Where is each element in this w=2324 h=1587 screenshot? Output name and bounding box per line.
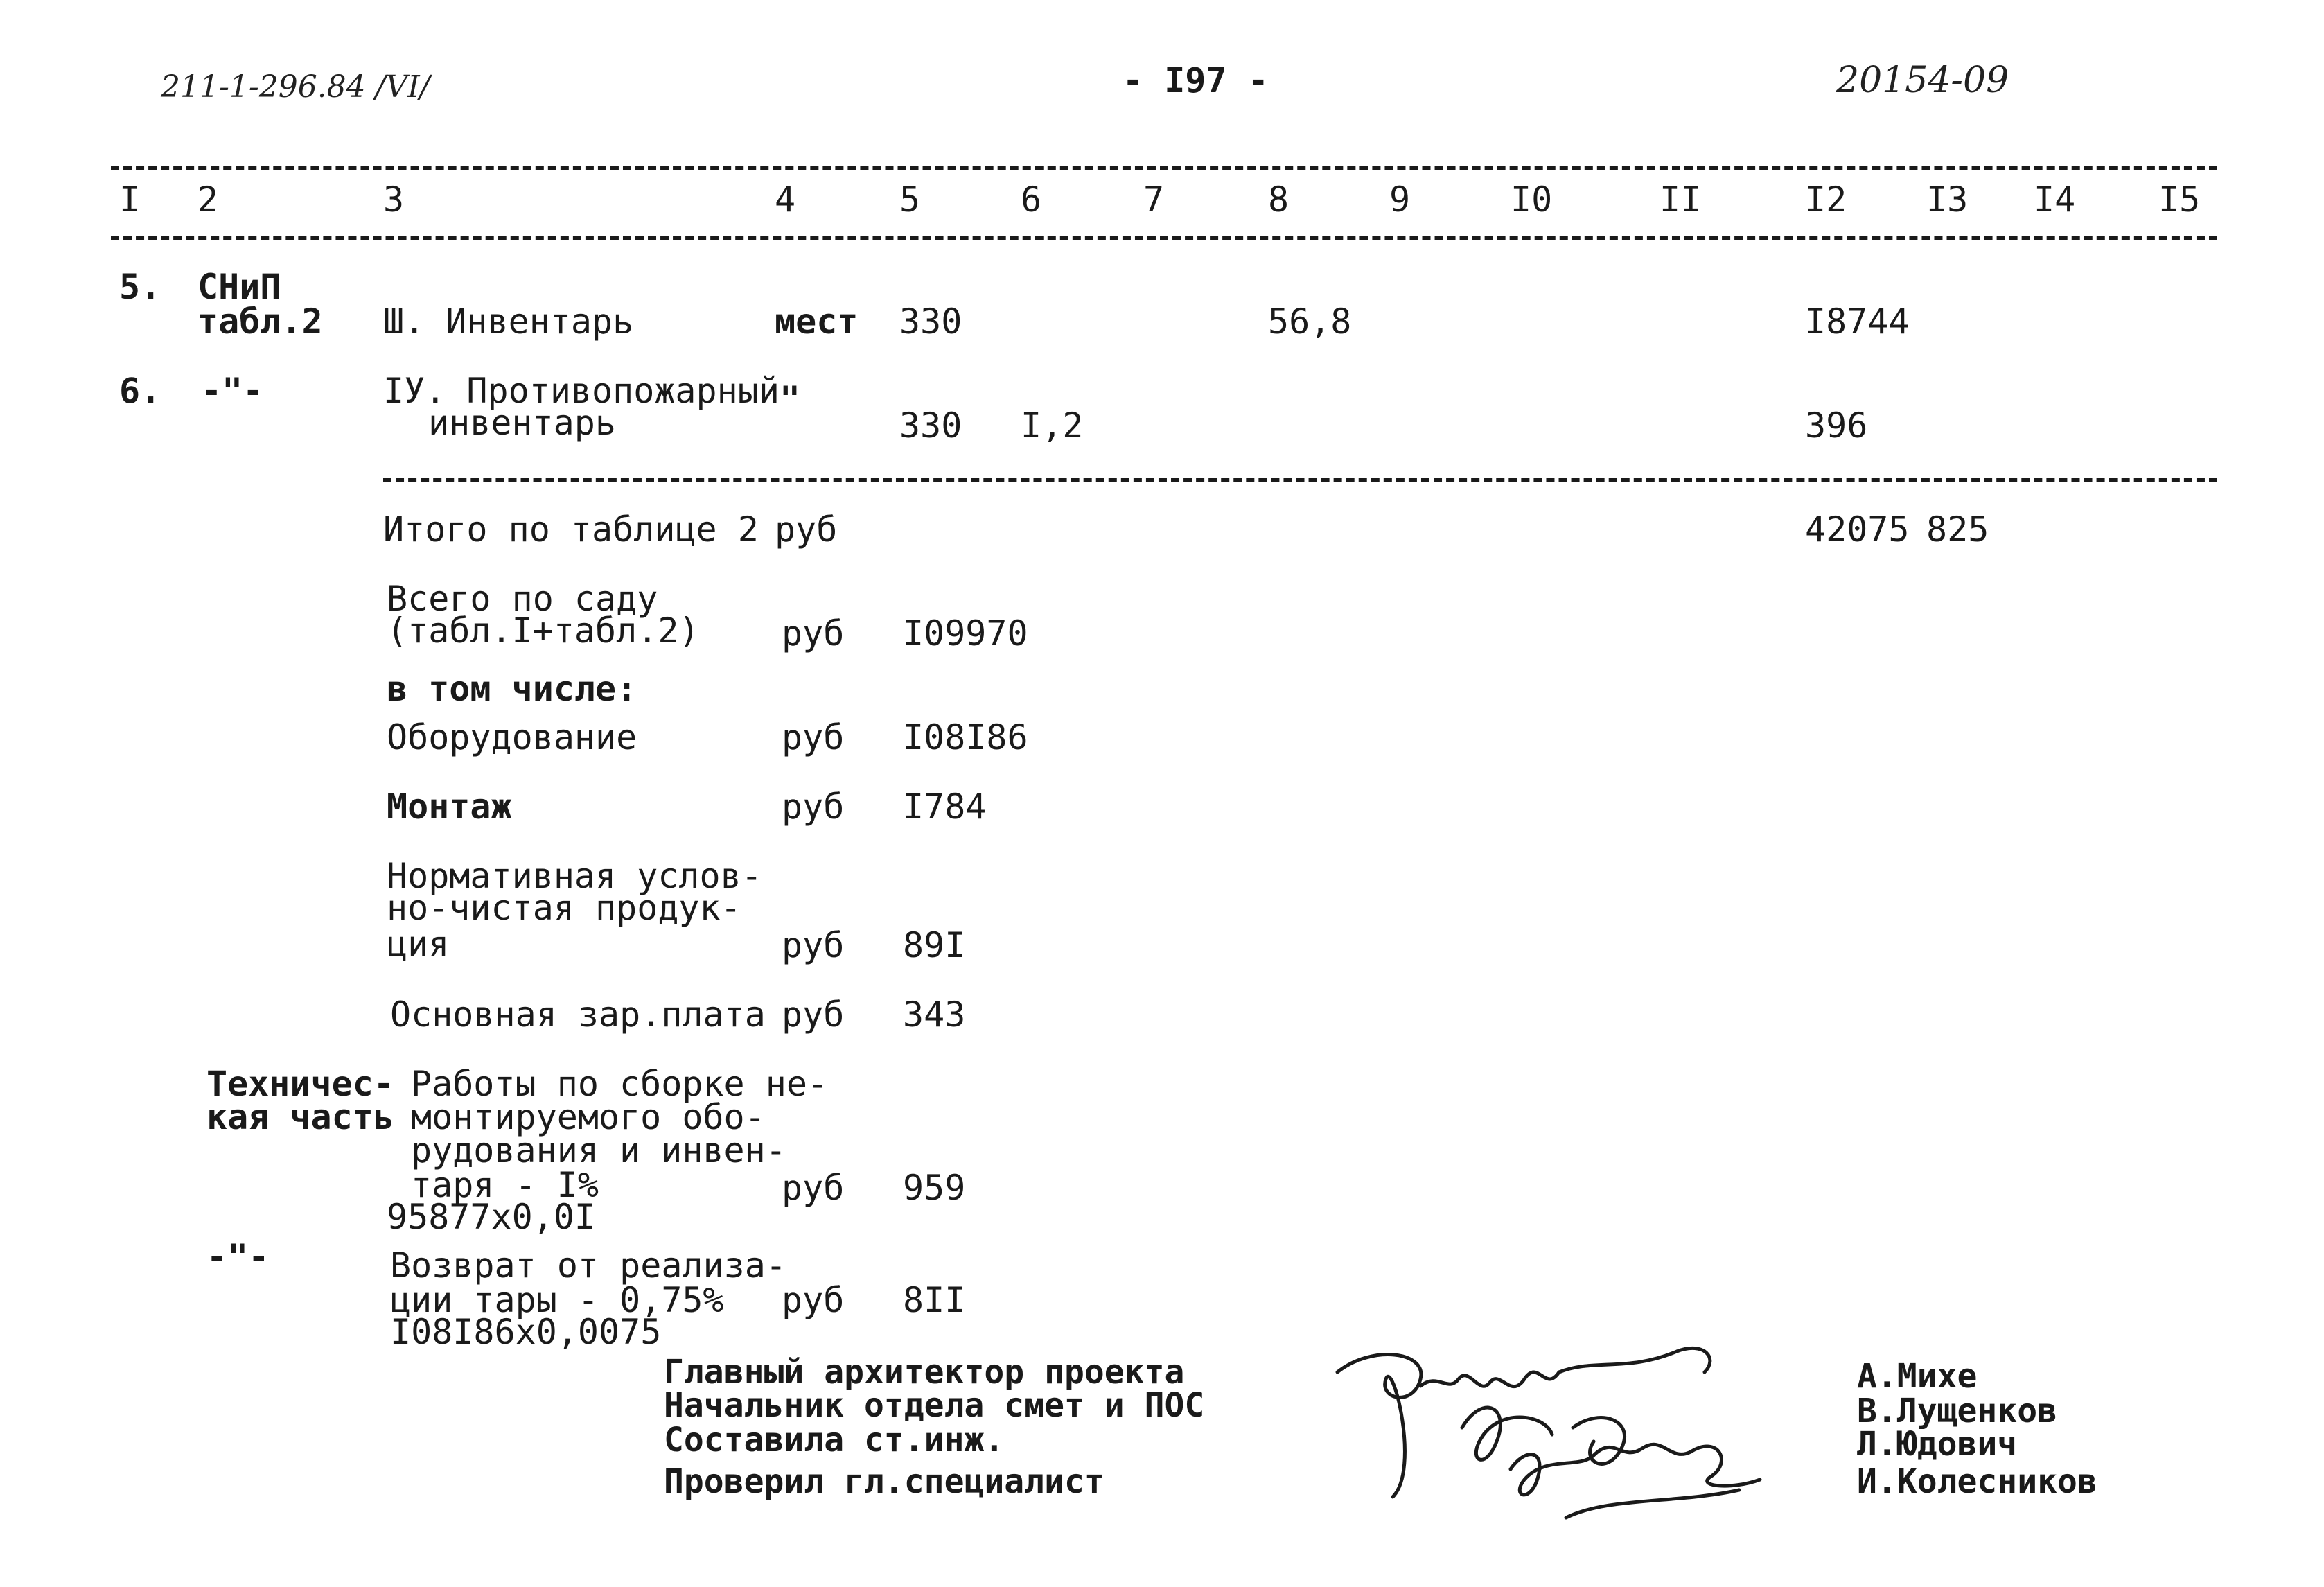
- row-basis: -"-: [201, 371, 264, 411]
- header-rule-top: [111, 166, 2217, 170]
- page-number: - I97 -: [1123, 60, 1269, 100]
- mounting-label: Монтаж: [387, 787, 512, 827]
- total-table2-col12: 42075: [1805, 509, 1910, 550]
- document-code: 211-1-296.84 /VI/: [161, 69, 430, 105]
- equipment-label: Оборудование: [387, 717, 637, 757]
- return-basis: -"-: [206, 1237, 270, 1277]
- total-table2-col13: 825: [1926, 509, 1989, 550]
- column-header: I2: [1805, 179, 1847, 220]
- assembly-unit: руб: [782, 1168, 845, 1208]
- signature-role: Составила ст.инж.: [664, 1421, 1005, 1459]
- row-col6: I,2: [1021, 405, 1084, 446]
- row-col12: 396: [1805, 405, 1868, 446]
- signature-role: Начальник отдела смет и ПОС: [664, 1386, 1205, 1425]
- total-garden-label: Всего по саду: [387, 579, 658, 619]
- signature-name: И.Колесников: [1857, 1462, 2097, 1501]
- assembly-label: рудования и инвен-: [411, 1130, 786, 1170]
- column-header: I3: [1926, 179, 1969, 220]
- column-header: II: [1660, 179, 1702, 220]
- assembly-label: таря - I%: [411, 1165, 599, 1205]
- row-col8: 56,8: [1268, 301, 1352, 342]
- column-header: 7: [1143, 179, 1165, 220]
- assembly-label: 95877х0,0I: [387, 1197, 596, 1237]
- salary-unit: руб: [782, 994, 845, 1035]
- row-name: IУ. Противопожарный: [383, 371, 780, 411]
- row-name: инвентарь: [428, 403, 616, 443]
- row-unit: мест: [775, 301, 859, 342]
- normative-label: но-чистая продук-: [387, 888, 741, 928]
- return-label: Возврат от реализа-: [390, 1245, 786, 1286]
- row-unit: ": [780, 379, 801, 419]
- column-header: I: [119, 179, 141, 220]
- column-header: 2: [197, 179, 219, 220]
- row-basis: СНиП: [197, 267, 281, 307]
- normative-label: Нормативная услов-: [387, 856, 762, 896]
- normative-unit: руб: [782, 925, 845, 965]
- handwritten-signatures: [1317, 1331, 1843, 1552]
- assembly-label: Работы по сборке не-: [411, 1064, 829, 1104]
- signature-name: В.Лущенков: [1857, 1392, 2057, 1430]
- column-header: I0: [1511, 179, 1553, 220]
- header-rule-bottom: [111, 236, 2217, 240]
- column-header: 4: [775, 179, 796, 220]
- column-header: 8: [1268, 179, 1289, 220]
- total-table2-unit: руб: [775, 509, 838, 550]
- signature-name: А.Михе: [1857, 1357, 1978, 1396]
- return-unit: руб: [782, 1280, 845, 1320]
- return-value: 8II: [903, 1280, 966, 1320]
- assembly-value: 959: [903, 1168, 966, 1208]
- including-label: в том числе:: [387, 669, 637, 709]
- normative-value: 89I: [903, 925, 966, 965]
- archive-number: 20154-09: [1836, 60, 2009, 101]
- signature-role: Главный архитектор проекта: [664, 1353, 1185, 1392]
- mounting-value: I784: [903, 787, 987, 827]
- assembly-label: монтируемого обо-: [411, 1097, 766, 1137]
- total-garden-label: (табл.I+табл.2): [387, 611, 700, 651]
- column-header: 5: [899, 179, 921, 220]
- equipment-unit: руб: [782, 717, 845, 757]
- row-number: 6.: [119, 371, 161, 411]
- total-table2-label: Итого по таблице 2: [383, 509, 759, 550]
- return-label: I08I86х0,0075: [390, 1312, 662, 1352]
- signature-role: Проверил гл.специалист: [664, 1462, 1104, 1501]
- row-col5: 330: [899, 301, 962, 342]
- salary-label: Основная зар.плата: [390, 994, 766, 1035]
- row-col5: 330: [899, 405, 962, 446]
- signature-name: Л.Юдович: [1857, 1425, 2018, 1464]
- column-header: I5: [2158, 179, 2201, 220]
- column-header: I4: [2034, 179, 2076, 220]
- total-garden-unit: руб: [782, 613, 845, 654]
- row-name: Ш. Инвентарь: [383, 301, 634, 342]
- normative-label: ция: [387, 924, 450, 964]
- technical-basis: Техничес-: [206, 1064, 394, 1104]
- total-garden-value: I09970: [903, 613, 1028, 654]
- column-header: 3: [383, 179, 405, 220]
- technical-basis: кая часть: [206, 1097, 394, 1137]
- totals-rule: [383, 478, 2217, 482]
- row-number: 5.: [119, 267, 161, 307]
- row-col12: I8744: [1805, 301, 1910, 342]
- column-header: 6: [1021, 179, 1042, 220]
- column-header: 9: [1389, 179, 1411, 220]
- row-basis: табл.2: [197, 301, 323, 342]
- mounting-unit: руб: [782, 787, 845, 827]
- equipment-value: I08I86: [903, 717, 1028, 757]
- return-label: ции тары - 0,75%: [390, 1280, 724, 1320]
- salary-value: 343: [903, 994, 966, 1035]
